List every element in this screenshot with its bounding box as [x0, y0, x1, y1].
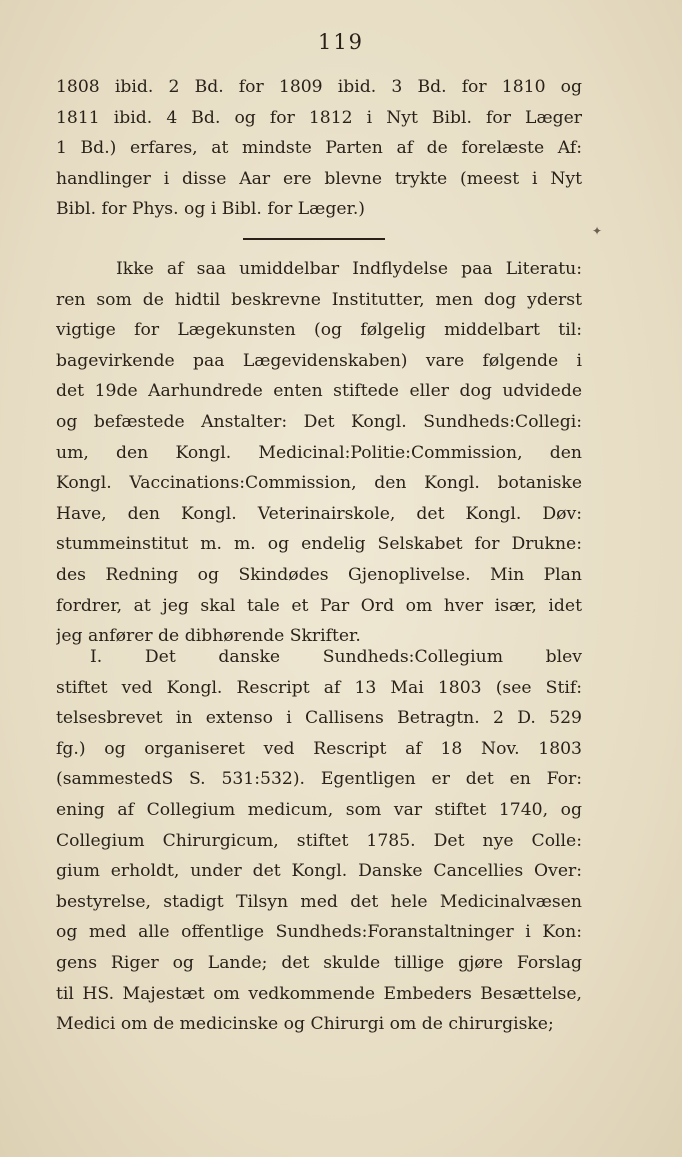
- text-line: handlinger i disse Aar ere blevne trykte (meest i Nyt: [56, 168, 582, 189]
- text-line: og med alle offentlige Sundheds:Foranstaltninger i Kon:: [56, 922, 582, 943]
- text-line: 1811 ibid. 4 Bd. og for 1812 i Nyt Bibl. for Læger: [56, 107, 582, 128]
- text-line: 1 Bd.) erfares, at mindste Parten af de forelæste Af:: [56, 138, 582, 159]
- text-line: um, den Kongl. Medicinal:Politie:Commission, den: [56, 442, 582, 463]
- text-line: Collegium Chirurgicum, stiftet 1785. Det nye Colle:: [56, 830, 582, 851]
- text-line: vigtige for Lægekunsten (og følgelig middelbart til:: [56, 320, 582, 341]
- text-line: jeg anfører de dibhørende Skrifter.: [56, 626, 361, 647]
- text-line: (sammestedS S. 531:532). Egentligen er det en For:: [56, 769, 582, 790]
- text-line: 1808 ibid. 2 Bd. for 1809 ibid. 3 Bd. for 1810 og: [56, 77, 582, 97]
- text-line: ren som de hidtil beskrevne Institutter, men dog yderst: [56, 289, 582, 310]
- text-line: Bibl. for Phys. og i Bibl. for Læger.): [56, 199, 365, 220]
- text-line: stummeinstitut m. m. og endelig Selskabet for Drukne:: [56, 534, 582, 555]
- text-line: ening af Collegium medicum, som var stiftet 1740, og: [56, 799, 582, 820]
- text-line: Medici om de medicinske og Chirurgi om de chirurgiske;: [56, 1014, 554, 1035]
- main-paragraph: [56, 254, 582, 652]
- text-line: stiftet ved Kongl. Rescript af 13 Mai 1803 (see Stif:: [56, 677, 582, 698]
- text-line: det 19de Aarhundrede enten stiftede eller dog udvidede: [56, 381, 582, 402]
- top-paragraph: [56, 72, 582, 225]
- text-line: Ikke af saa umiddelbar Indflydelse paa Literatu:: [116, 259, 582, 279]
- section-paragraph: [56, 642, 582, 1040]
- text-line: gium erholdt, under det Kongl. Danske Cancellies Over:: [56, 861, 582, 882]
- text-line: I. Det danske Sundheds:Collegium blev: [90, 647, 582, 667]
- text-line: gens Riger og Lande; det skulde tillige gjøre Forslag: [56, 952, 582, 973]
- text-line: des Redning og Skindødes Gjenoplivelse. Min Plan: [56, 564, 582, 585]
- text-line: bagevirkende paa Lægevidenskaben) vare følgende i: [56, 350, 582, 371]
- page-number: 119: [317, 30, 365, 54]
- text-line: Have, den Kongl. Veterinairskole, det Kongl. Døv:: [56, 503, 582, 524]
- ink-speck: ✦: [592, 224, 603, 238]
- text-line: til HS. Majestæt om vedkommende Embeders Besættelse,: [56, 983, 582, 1004]
- text-line: Kongl. Vaccinations:Commission, den Kongl. botaniske: [56, 473, 582, 494]
- text-line: telsesbrevet in extenso i Callisens Betragtn. 2 D. 529: [56, 708, 582, 729]
- text-line: fg.) og organiseret ved Rescript af 18 Nov. 1803: [56, 738, 582, 759]
- text-line: bestyrelse, stadigt Tilsyn med det hele Medicinalvæsen: [56, 891, 582, 912]
- text-line: og befæstede Anstalter: Det Kongl. Sundheds:Collegi:: [56, 411, 582, 432]
- section-divider: [243, 238, 385, 240]
- text-line: fordrer, at jeg skal tale et Par Ord om hver især, idet: [56, 595, 582, 616]
